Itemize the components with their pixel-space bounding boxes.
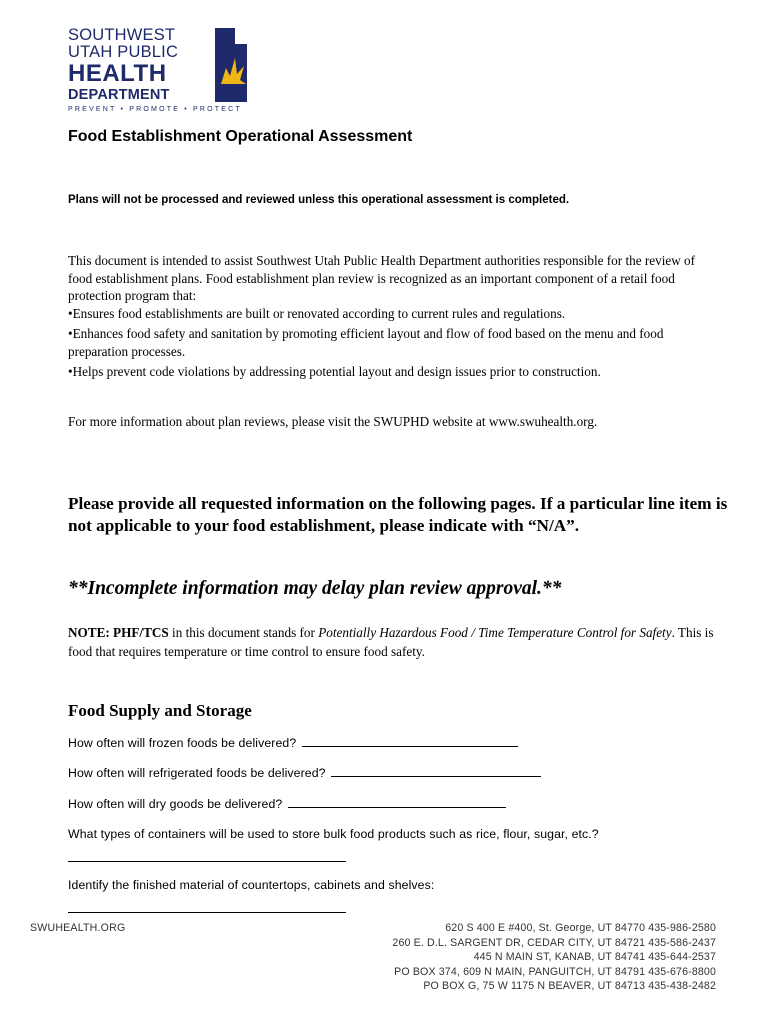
- refrigerated-delivery-answer-field[interactable]: [331, 765, 541, 777]
- footer-address-line: 445 N MAIN ST, KANAB, UT 84741 435-644-2537: [473, 951, 716, 963]
- countertop-material-answer-field[interactable]: [68, 912, 346, 913]
- document-title: Food Establishment Operational Assessment: [68, 128, 413, 145]
- note-text: . This is food that requires temperature or time control to ensure food safety.: [68, 625, 714, 659]
- logo-text-line3: HEALTH: [68, 60, 167, 87]
- intro-paragraph: This document is intended to assist Southwest Utah Public Health Department authorities responsible for the review of food establishment plans. Food establishment plan review is recognized as an important component of a retail food protection program that:: [68, 253, 696, 303]
- phf-tcs-note: [68, 624, 718, 661]
- footer-address-line: PO BOX 374, 609 N MAIN, PANGUITCH, UT 84791 435-676-8800: [394, 965, 716, 978]
- note-text: in this document stands for: [168, 625, 319, 640]
- logo-text-line1: SOUTHWEST: [68, 26, 176, 44]
- swuphd-logo: [68, 26, 248, 114]
- note-definition: Potentially Hazardous Food / Time Temperature Control for Safety: [318, 625, 672, 640]
- logo-text-line2: UTAH PUBLIC: [68, 43, 179, 61]
- utah-state-sunburst-icon: [213, 28, 249, 102]
- question-dry-goods-delivery: [68, 796, 506, 811]
- logo-text-line4: DEPARTMENT: [68, 87, 170, 103]
- more-info-text: For more information about plan reviews, please visit the SWUPHD website at www.swuhealth.org.: [68, 414, 598, 429]
- section-heading-food-supply: Food Supply and Storage: [68, 701, 252, 720]
- question-label: How often will frozen foods be delivered?: [68, 736, 297, 750]
- question-countertop-material: Identify the finished material of countertops, cabinets and shelves:: [68, 878, 435, 892]
- provide-info-instruction: Please provide all requested information on the following pages. If a particular line item is not applicable to your food establishment, please indicate with “N/A”.: [68, 494, 728, 535]
- question-bulk-containers: What types of containers will be used to store bulk food products such as rice, flour, sugar, etc.?: [68, 827, 599, 841]
- frozen-delivery-answer-field[interactable]: [302, 735, 518, 747]
- intro-bullet: •Helps prevent code violations by addressing potential layout and design issues prior to construction.: [68, 364, 601, 379]
- footer-addresses: [392, 921, 716, 994]
- question-label: How often will refrigerated foods be delivered?: [68, 766, 326, 780]
- note-label: NOTE: PHF/TCS: [68, 625, 169, 640]
- dry-goods-delivery-answer-field[interactable]: [288, 796, 506, 808]
- question-refrigerated-delivery: [68, 765, 541, 780]
- bulk-containers-answer-field[interactable]: [68, 861, 346, 862]
- footer-website: SWUHEALTH.ORG: [30, 922, 126, 934]
- intro-bullet: •Enhances food safety and sanitation by promoting efficient layout and flow of food based on the menu and food preparation processes.: [68, 326, 664, 359]
- logo-tagline: PREVENT • PROMOTE • PROTECT: [68, 106, 242, 113]
- intro-section: [68, 252, 708, 381]
- question-frozen-delivery: [68, 735, 518, 750]
- footer-address-line: PO BOX G, 75 W 1175 N BEAVER, UT 84713 435-438-2482: [423, 980, 716, 992]
- incomplete-warning: **Incomplete information may delay plan review approval.**: [68, 578, 562, 599]
- question-label: How often will dry goods be delivered?: [68, 797, 283, 811]
- intro-bullet: •Ensures food establishments are built or renovated according to current rules and regulations.: [68, 305, 566, 321]
- footer-address-line: 260 E. D.L. SARGENT DR, CEDAR CITY, UT 84721 435-586-2437: [392, 936, 716, 949]
- completion-notice: Plans will not be processed and reviewed unless this operational assessment is completed.: [68, 194, 570, 206]
- footer-address-line: 620 S 400 E #400, St. George, UT 84770 435-986-2580: [445, 922, 716, 934]
